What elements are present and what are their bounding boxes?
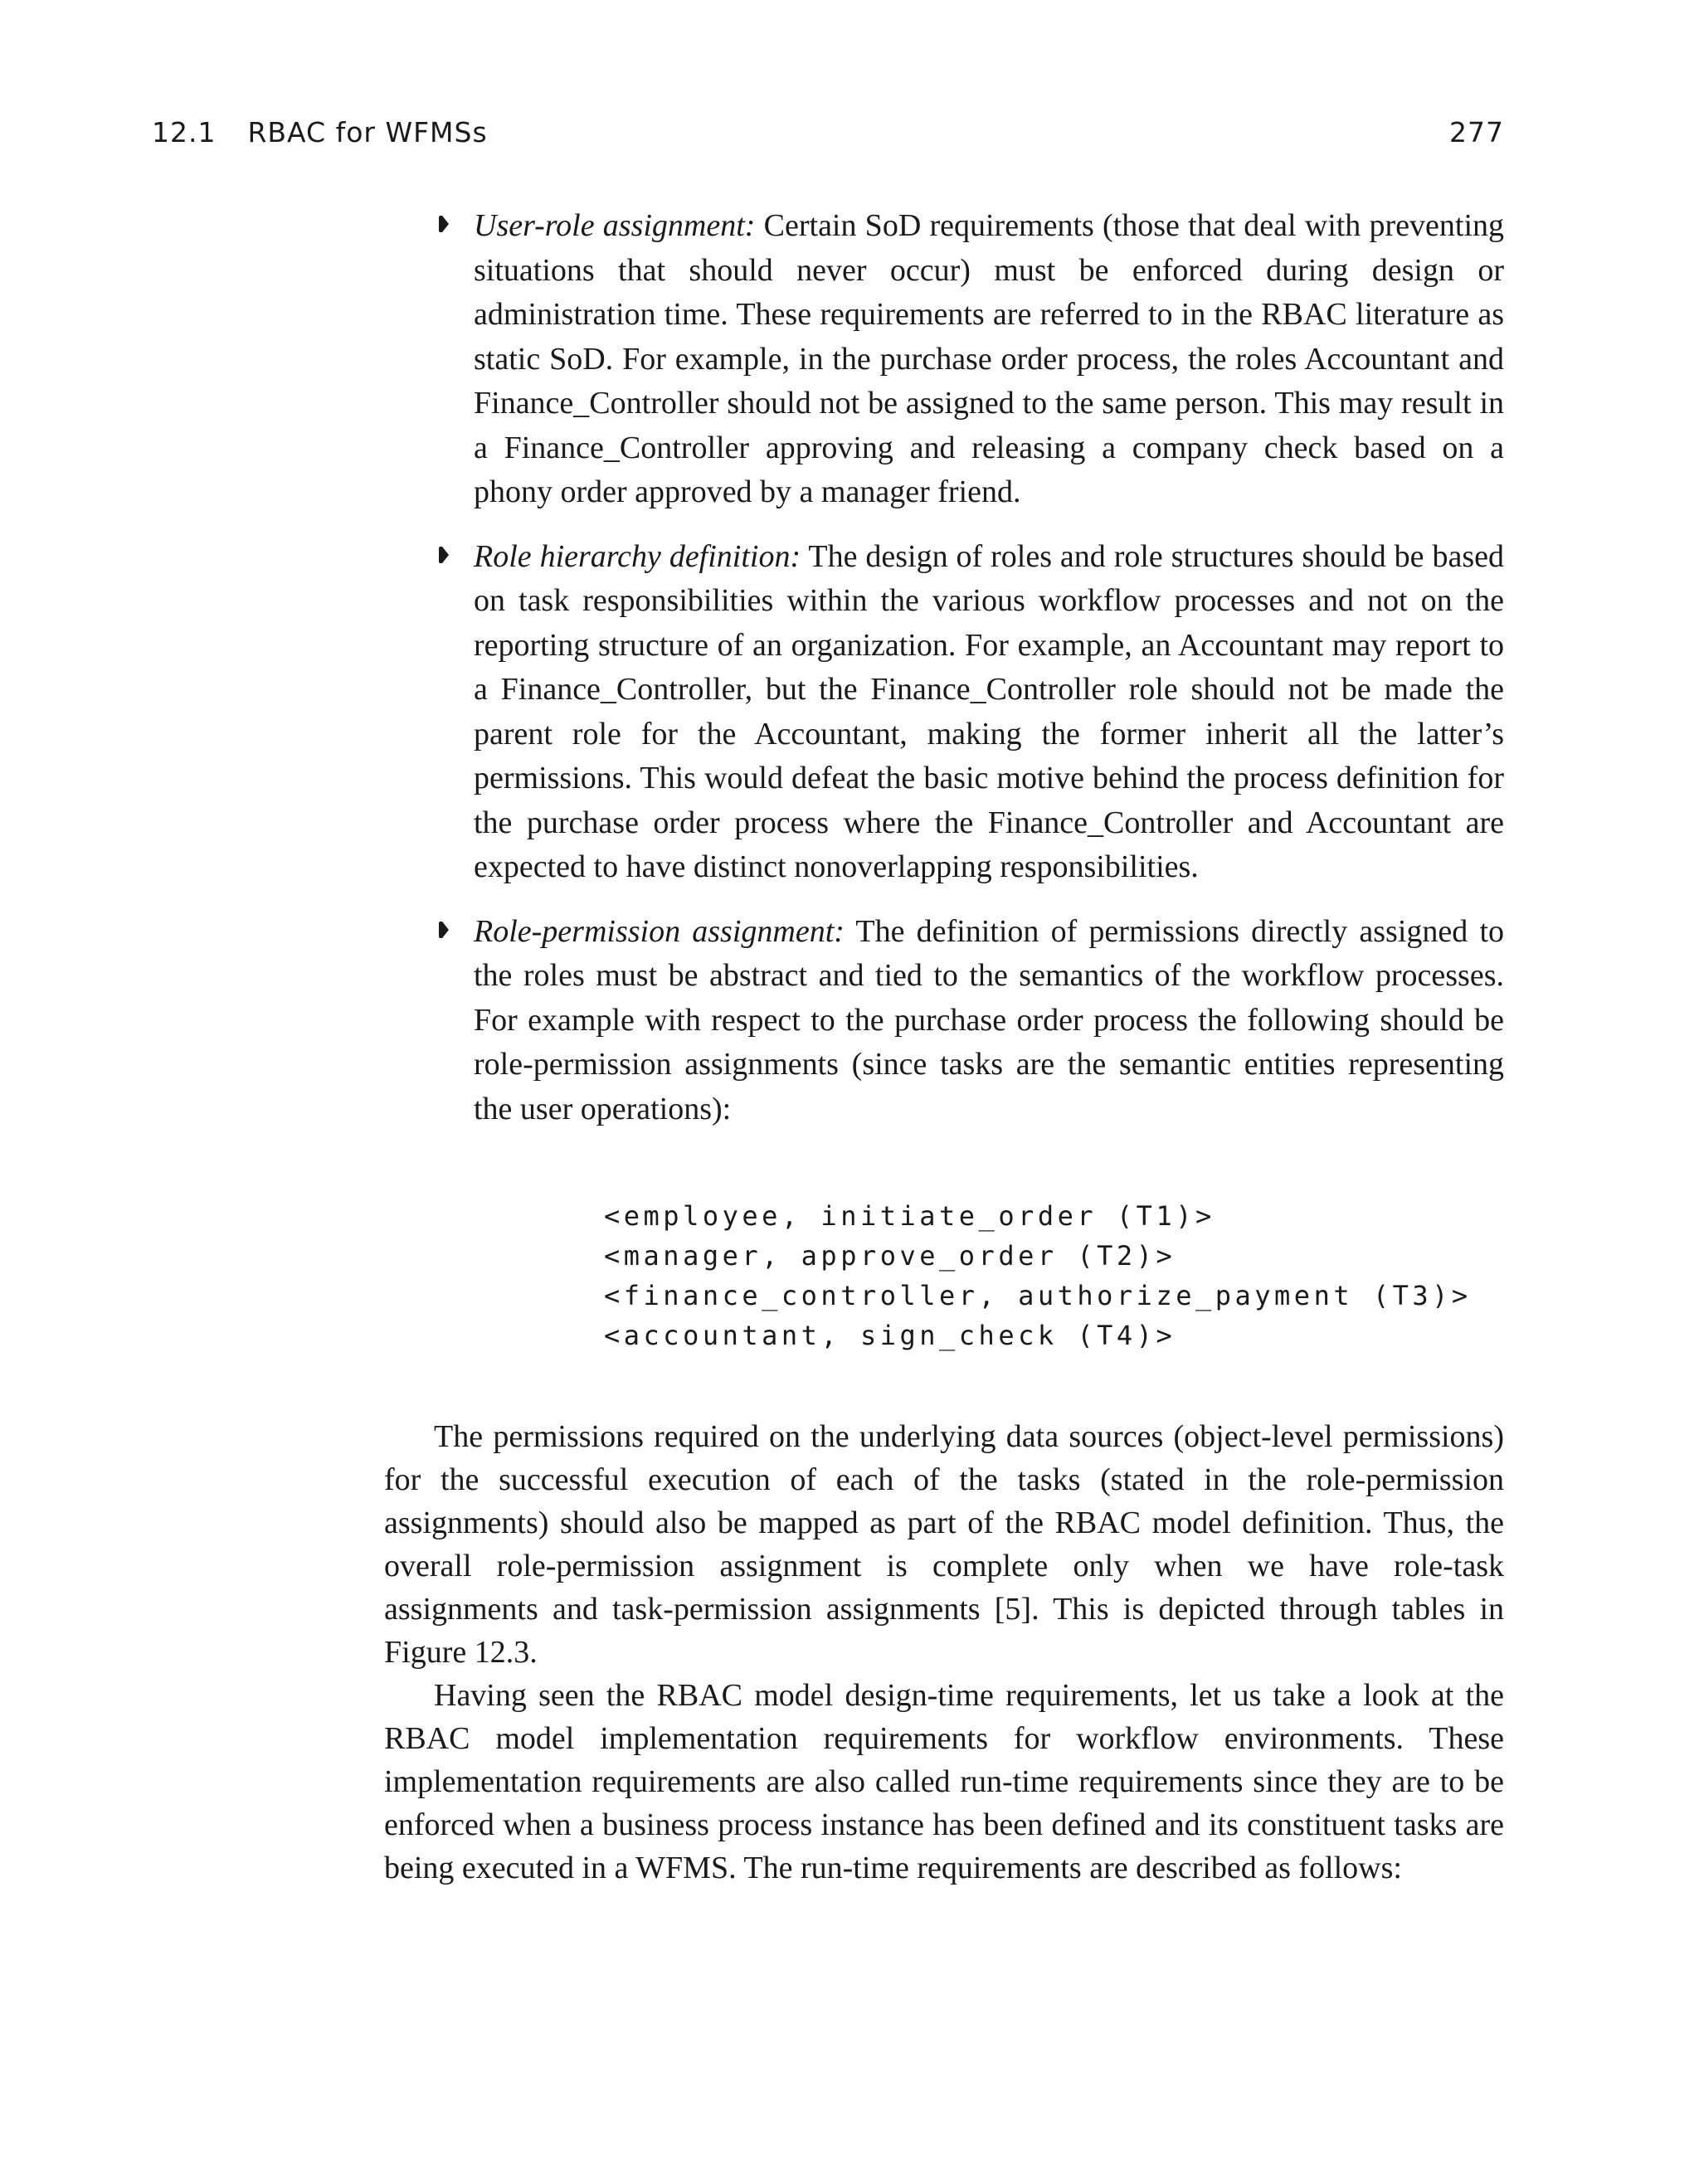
section-number: 12.1 (152, 116, 217, 148)
code-line: <accountant, sign_check (T4)> (604, 1320, 1176, 1351)
bullet-marker-icon (442, 922, 449, 938)
list-item (474, 535, 1504, 890)
body-paragraph: The permissions required on the underlying data sources (object-level permissions) for the successful execution of each of the tasks (stated in the role-permission assignments) should also be mapped as part of the RBAC model definition. Thus, the overall role-permission assignment is complete only when we have role-task assignments and task-permission assignments [5]. This is depicted through tables in Figure 12.3. (384, 1419, 1504, 1670)
list-item (474, 910, 1504, 1356)
body-paragraph: Having seen the RBAC model design-time requirements, let us take a look at the RBAC model implementation requirements for workflow environments. These implementation requirements are also called run-time requirements since they are to be enforced when a business process instance has been defined and its constituent tasks are being executed in a WFMS. The run-time requirements are described as follows: (384, 1678, 1504, 1885)
list-item (474, 204, 1504, 515)
page-number: 277 (1449, 116, 1504, 148)
running-head (152, 116, 1504, 158)
bullet-term: Role hierarchy definition: (474, 538, 801, 574)
bullet-text: The definition of permissions directly assigned to the roles must be abstract and tied to the semantics of the workflow processes. For example with respect to the purchase order process the following should be role-permission assignments (since tasks are the semantic entities representing the user operations): (474, 913, 1505, 1126)
bullet-marker-icon (442, 216, 449, 232)
page-body (384, 204, 1504, 1890)
running-head-left (152, 116, 488, 148)
requirements-list (384, 204, 1504, 1355)
section-title: RBAC for WFMSs (247, 116, 488, 148)
bullet-text: The design of roles and role structures should be based on task responsibilities within the various workflow processes and not on the reporting structure of an organization. For example, an Accountant may report to a Finance_Controller, but the Finance_Controller role should not be made the parent role for the Accountant, making the former inherit all the latter’s permissions. This would defeat the basic motive behind the process definition for the purchase order process where the Finance_Controller and Accountant are expected to have distinct nonoverlapping responsibilities. (474, 538, 1504, 884)
code-line: <manager, approve_order (T2)> (604, 1240, 1176, 1272)
bullet-marker-icon (442, 547, 449, 563)
code-block (604, 1196, 1504, 1355)
bullet-text: Certain SoD requirements (those that deal with preventing situations that should never occur) must be enforced during design or administration time. These requirements are referred to in the RBAC literature as static SoD. For example, in the purchase order process, the roles Accountant and Finance_Controller should not be assigned to the same person. This may result in a Finance_Controller approving and releasing a company check based on a phony order approved by a manager friend. (474, 208, 1505, 509)
bullet-term: Role-permission assignment: (474, 913, 845, 949)
bullet-term: User-role assignment: (474, 208, 756, 243)
code-line: <finance_controller, authorize_payment (T3)> (604, 1280, 1472, 1311)
code-line: <employee, initiate_order (T1)> (604, 1200, 1215, 1232)
